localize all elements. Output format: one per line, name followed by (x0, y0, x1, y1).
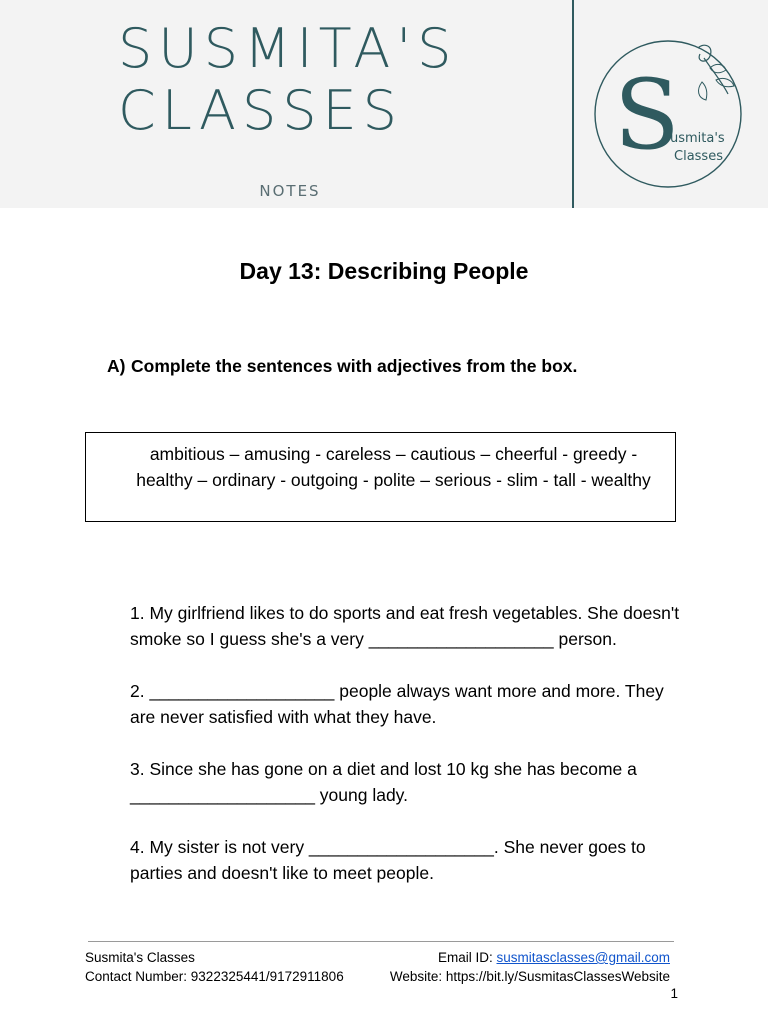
footer-email (390, 948, 670, 967)
page-number: 1 (670, 986, 678, 1001)
question-4: 4. My sister is not very ___________________. She never goes to parties and doesn't like to meet people. (130, 837, 646, 883)
page-title: Day 13: Describing People (239, 258, 529, 284)
footer-divider (88, 941, 674, 942)
footer-contact-number: Contact Number: 9322325441/9172911806 (85, 969, 344, 984)
question-list (130, 600, 690, 912)
brand-line-1: SUSMITA'S (118, 17, 458, 80)
word-box: ambitious – amusing - careless – cautious – cheerful - greedy - healthy – ordinary - outgoing - polite – serious - slim - tall - wealthy (85, 432, 676, 522)
question-1: 1. My girlfriend likes to do sports and eat fresh vegetables. She doesn't smoke so I guess she's a very ___________________ person. (130, 603, 680, 649)
instruction (107, 356, 577, 377)
email-label: Email ID: (437, 950, 497, 965)
footer-links (390, 948, 670, 986)
logo-text-line-2: Classes (674, 149, 723, 164)
notes-label: NOTES (259, 182, 321, 200)
brand-title (118, 18, 457, 142)
question-2: 2. ___________________ people always want more and more. They are never satisfied with what they have. (130, 681, 664, 727)
header-banner (0, 0, 768, 208)
instruction-text: Complete the sentences with adjectives from the box. (131, 356, 578, 376)
header-divider (572, 0, 574, 208)
footer-website: Website: https://bit.ly/SusmitasClassesWebsite (389, 969, 670, 984)
footer-contact (85, 948, 344, 986)
question-3: 3. Since she has gone on a diet and lost 10 kg she has become a ___________________ young lady. (130, 759, 637, 805)
logo-icon (592, 38, 744, 190)
logo-text-line-1: usmita's (670, 131, 725, 146)
brand-line-2: CLASSES (118, 79, 403, 142)
footer-org-name: Susmita's Classes (85, 950, 195, 965)
email-link[interactable]: susmitasclasses@gmail.com (496, 950, 670, 965)
logo-initial: S (614, 59, 680, 171)
instruction-number: A) (107, 356, 126, 376)
